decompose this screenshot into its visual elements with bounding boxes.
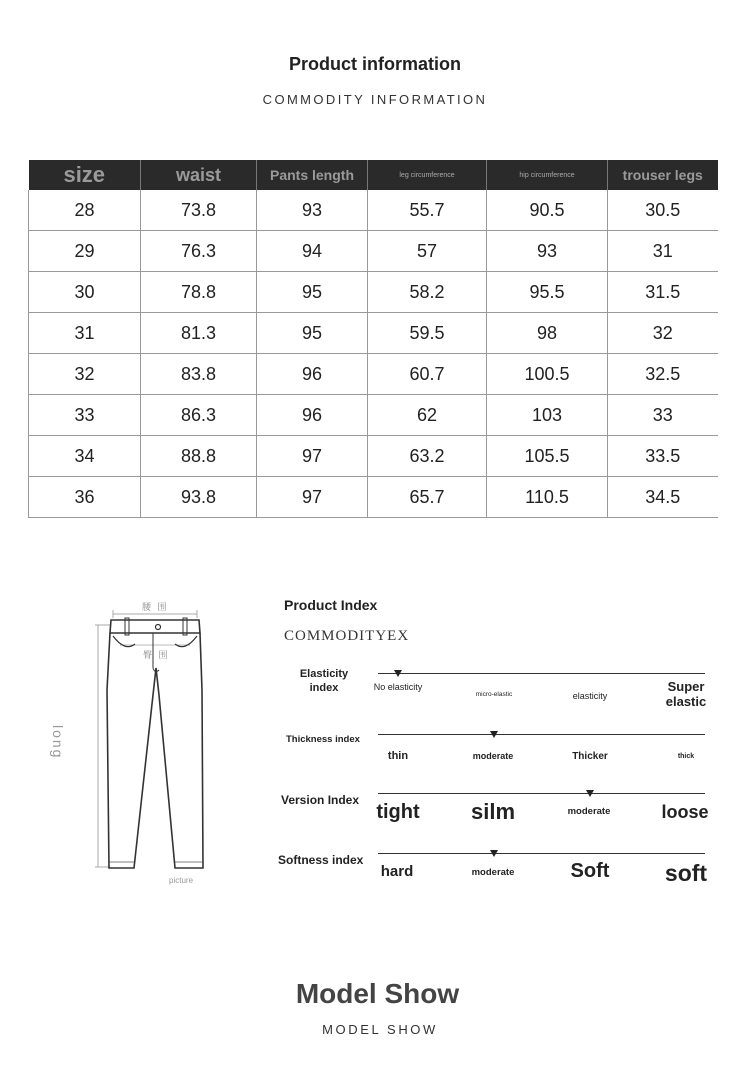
table-row (29, 272, 718, 313)
version-marker (586, 790, 594, 797)
picture-caption: picture (169, 876, 194, 885)
table-row (29, 190, 718, 231)
cell-waist: 76.3 (141, 231, 257, 272)
version-option-silm: silm (470, 799, 516, 824)
thickness-option-moderate: moderate (472, 751, 514, 761)
version-option-tight: tight (376, 801, 420, 823)
cell-hip-circumference: 95.5 (487, 272, 608, 313)
cell-leg-circumference: 65.7 (368, 477, 487, 518)
thickness-option-thin: thin (387, 750, 409, 762)
cell-waist: 93.8 (141, 477, 257, 518)
cell-pants-length: 94 (257, 231, 368, 272)
elasticity-index-label: Elasticity index (299, 668, 349, 694)
cell-leg-circumference: 57 (368, 231, 487, 272)
cell-hip-circumference: 110.5 (487, 477, 608, 518)
cell-pants-length: 95 (257, 272, 368, 313)
table-row (29, 395, 718, 436)
cell-hip-circumference: 100.5 (487, 354, 608, 395)
version-option-moderate: moderate (567, 806, 611, 817)
cell-hip-circumference: 103 (487, 395, 608, 436)
cell-pants-length: 97 (257, 436, 368, 477)
thickness-marker (490, 731, 498, 738)
elasticity-scale-line (378, 673, 705, 674)
thickness-scale-line (378, 734, 705, 735)
cell-leg-circumference: 58.2 (368, 272, 487, 313)
softness-option-moderate: moderate (471, 867, 515, 878)
column-header-pants-length: Pants length (257, 160, 368, 190)
cell-leg-circumference: 60.7 (368, 354, 487, 395)
table-row (29, 477, 718, 518)
hip-label: 臀 围 (143, 650, 170, 660)
cell-trouser-legs: 32.5 (608, 354, 718, 395)
cell-waist: 88.8 (141, 436, 257, 477)
cell-size: 32 (29, 354, 141, 395)
length-label: long (50, 725, 66, 760)
column-header-trouser-legs: trouser legs (608, 160, 718, 190)
cell-size: 34 (29, 436, 141, 477)
model-show-title: Model Show (295, 978, 460, 1009)
cell-waist: 78.8 (141, 272, 257, 313)
cell-hip-circumference: 105.5 (487, 436, 608, 477)
elasticity-option-no: No elasticity (373, 682, 423, 692)
cell-trouser-legs: 33 (608, 395, 718, 436)
softness-marker (490, 850, 498, 857)
cell-pants-length: 96 (257, 395, 368, 436)
page-subtitle: COMMODITY INFORMATION (262, 92, 488, 107)
cell-size: 33 (29, 395, 141, 436)
cell-trouser-legs: 34.5 (608, 477, 718, 518)
softness-index-label: Softness index (278, 853, 364, 867)
cell-hip-circumference: 90.5 (487, 190, 608, 231)
column-header-hip-circumference: hip circumference (487, 160, 608, 190)
cell-leg-circumference: 59.5 (368, 313, 487, 354)
cell-pants-length: 95 (257, 313, 368, 354)
cell-size: 36 (29, 477, 141, 518)
cell-hip-circumference: 98 (487, 313, 608, 354)
cell-trouser-legs: 31 (608, 231, 718, 272)
elasticity-option-elastic: elasticity (572, 691, 608, 701)
cell-size: 30 (29, 272, 141, 313)
cell-size: 29 (29, 231, 141, 272)
waist-label: 腰 围 (142, 602, 169, 612)
product-index-title: Product Index (284, 597, 378, 613)
table-row (29, 313, 718, 354)
cell-size: 31 (29, 313, 141, 354)
softness-option-hard: hard (380, 863, 414, 880)
product-index-subtitle: COMMODITYEX (284, 628, 410, 644)
table-row (29, 354, 718, 395)
cell-leg-circumference: 55.7 (368, 190, 487, 231)
table-row (29, 436, 718, 477)
cell-leg-circumference: 63.2 (368, 436, 487, 477)
pants-diagram (95, 600, 225, 895)
table-row (29, 231, 718, 272)
cell-pants-length: 96 (257, 354, 368, 395)
page-title: Product information (289, 54, 461, 74)
cell-trouser-legs: 33.5 (608, 436, 718, 477)
cell-waist: 86.3 (141, 395, 257, 436)
version-scale-line (378, 793, 705, 794)
elasticity-marker (394, 670, 402, 677)
size-table-header (29, 160, 718, 190)
model-show-subtitle: MODEL SHOW (322, 1022, 438, 1037)
cell-waist: 83.8 (141, 354, 257, 395)
cell-pants-length: 97 (257, 477, 368, 518)
softness-option-soft: Soft (570, 860, 610, 882)
version-option-loose: loose (661, 802, 709, 822)
cell-hip-circumference: 93 (487, 231, 608, 272)
softness-scale-line (378, 853, 705, 854)
cell-trouser-legs: 31.5 (608, 272, 718, 313)
cell-pants-length: 93 (257, 190, 368, 231)
thickness-option-thick: thick (677, 753, 695, 760)
cell-size: 28 (29, 190, 141, 231)
thickness-index-label: Thickness index (286, 734, 360, 745)
elasticity-option-micro: micro-elastic (475, 691, 513, 698)
column-header-waist: waist (141, 160, 257, 190)
cell-trouser-legs: 30.5 (608, 190, 718, 231)
size-table (28, 160, 718, 518)
column-header-leg-circumference: leg circumference (368, 160, 487, 190)
cell-waist: 73.8 (141, 190, 257, 231)
thickness-option-thicker: Thicker (572, 751, 608, 762)
elasticity-option-super: Super elastic (665, 679, 707, 709)
cell-waist: 81.3 (141, 313, 257, 354)
column-header-size: size (29, 160, 141, 190)
version-index-label: Version Index (281, 793, 360, 807)
cell-leg-circumference: 62 (368, 395, 487, 436)
cell-trouser-legs: 32 (608, 313, 718, 354)
softness-option-soft-2: soft (664, 860, 708, 886)
